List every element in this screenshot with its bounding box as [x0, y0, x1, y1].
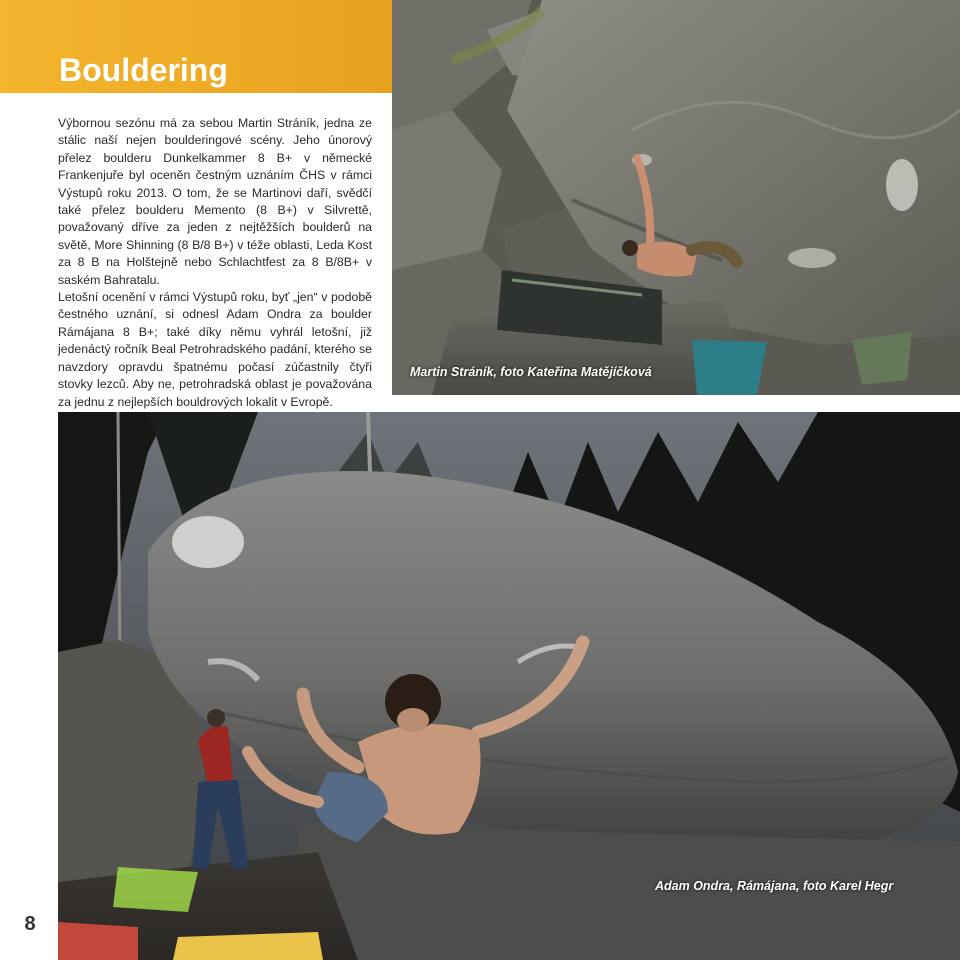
caption-martin-stranik: Martin Stráník, foto Kateřina Matějíčková	[410, 365, 652, 379]
photo-martin-stranik	[392, 0, 960, 395]
page-number: 8	[24, 913, 36, 935]
article-paragraph-2: Letošní ocenění v rámci Výstupů roku, byť „jen“ v podobě čestného uznání, si odnesl Adam Ondra za boulder Rámájana 8 B+; také díky němu vyhrál letošní, již jedenáctý ročník Beal Petrohradského padání, kterého se navzdory opravdu špatnému počasí zúčastnily čtyři stovky lezců. Aby ne, petrohradská oblast je považována za jednu z nejlepších bouldrových lokalit v Evropě.	[58, 290, 372, 409]
caption-adam-ondra: Adam Ondra, Rámájana, foto Karel Hegr	[655, 879, 894, 893]
photo-adam-ondra	[58, 412, 960, 960]
article-text	[58, 115, 372, 411]
article-paragraph-1: Výbornou sezónu má za sebou Martin Stráník, jedna ze stálic naší nejen boulderingové scény. Jeho únorový přelez boulderu Dunkelkammer 8 B+ v německé Frankenjuře byl oceněn čestným uznáním ČHS v rámci Výstupů roku 2013. O tom, že se Martinovi daří, svědčí také přelez boulderu Memento (8 B+) v Silvrettě, považovaný dříve za jeden z nejtěžších boulderů na světě, More Shinning (8 B/8 B+) v téže oblasti, Leda Kost za 8 B na Holštejně nebo Schlachtfest za 8 B/8B+ v saském Bahratalu.	[58, 116, 372, 287]
page-title: Bouldering	[59, 52, 228, 88]
